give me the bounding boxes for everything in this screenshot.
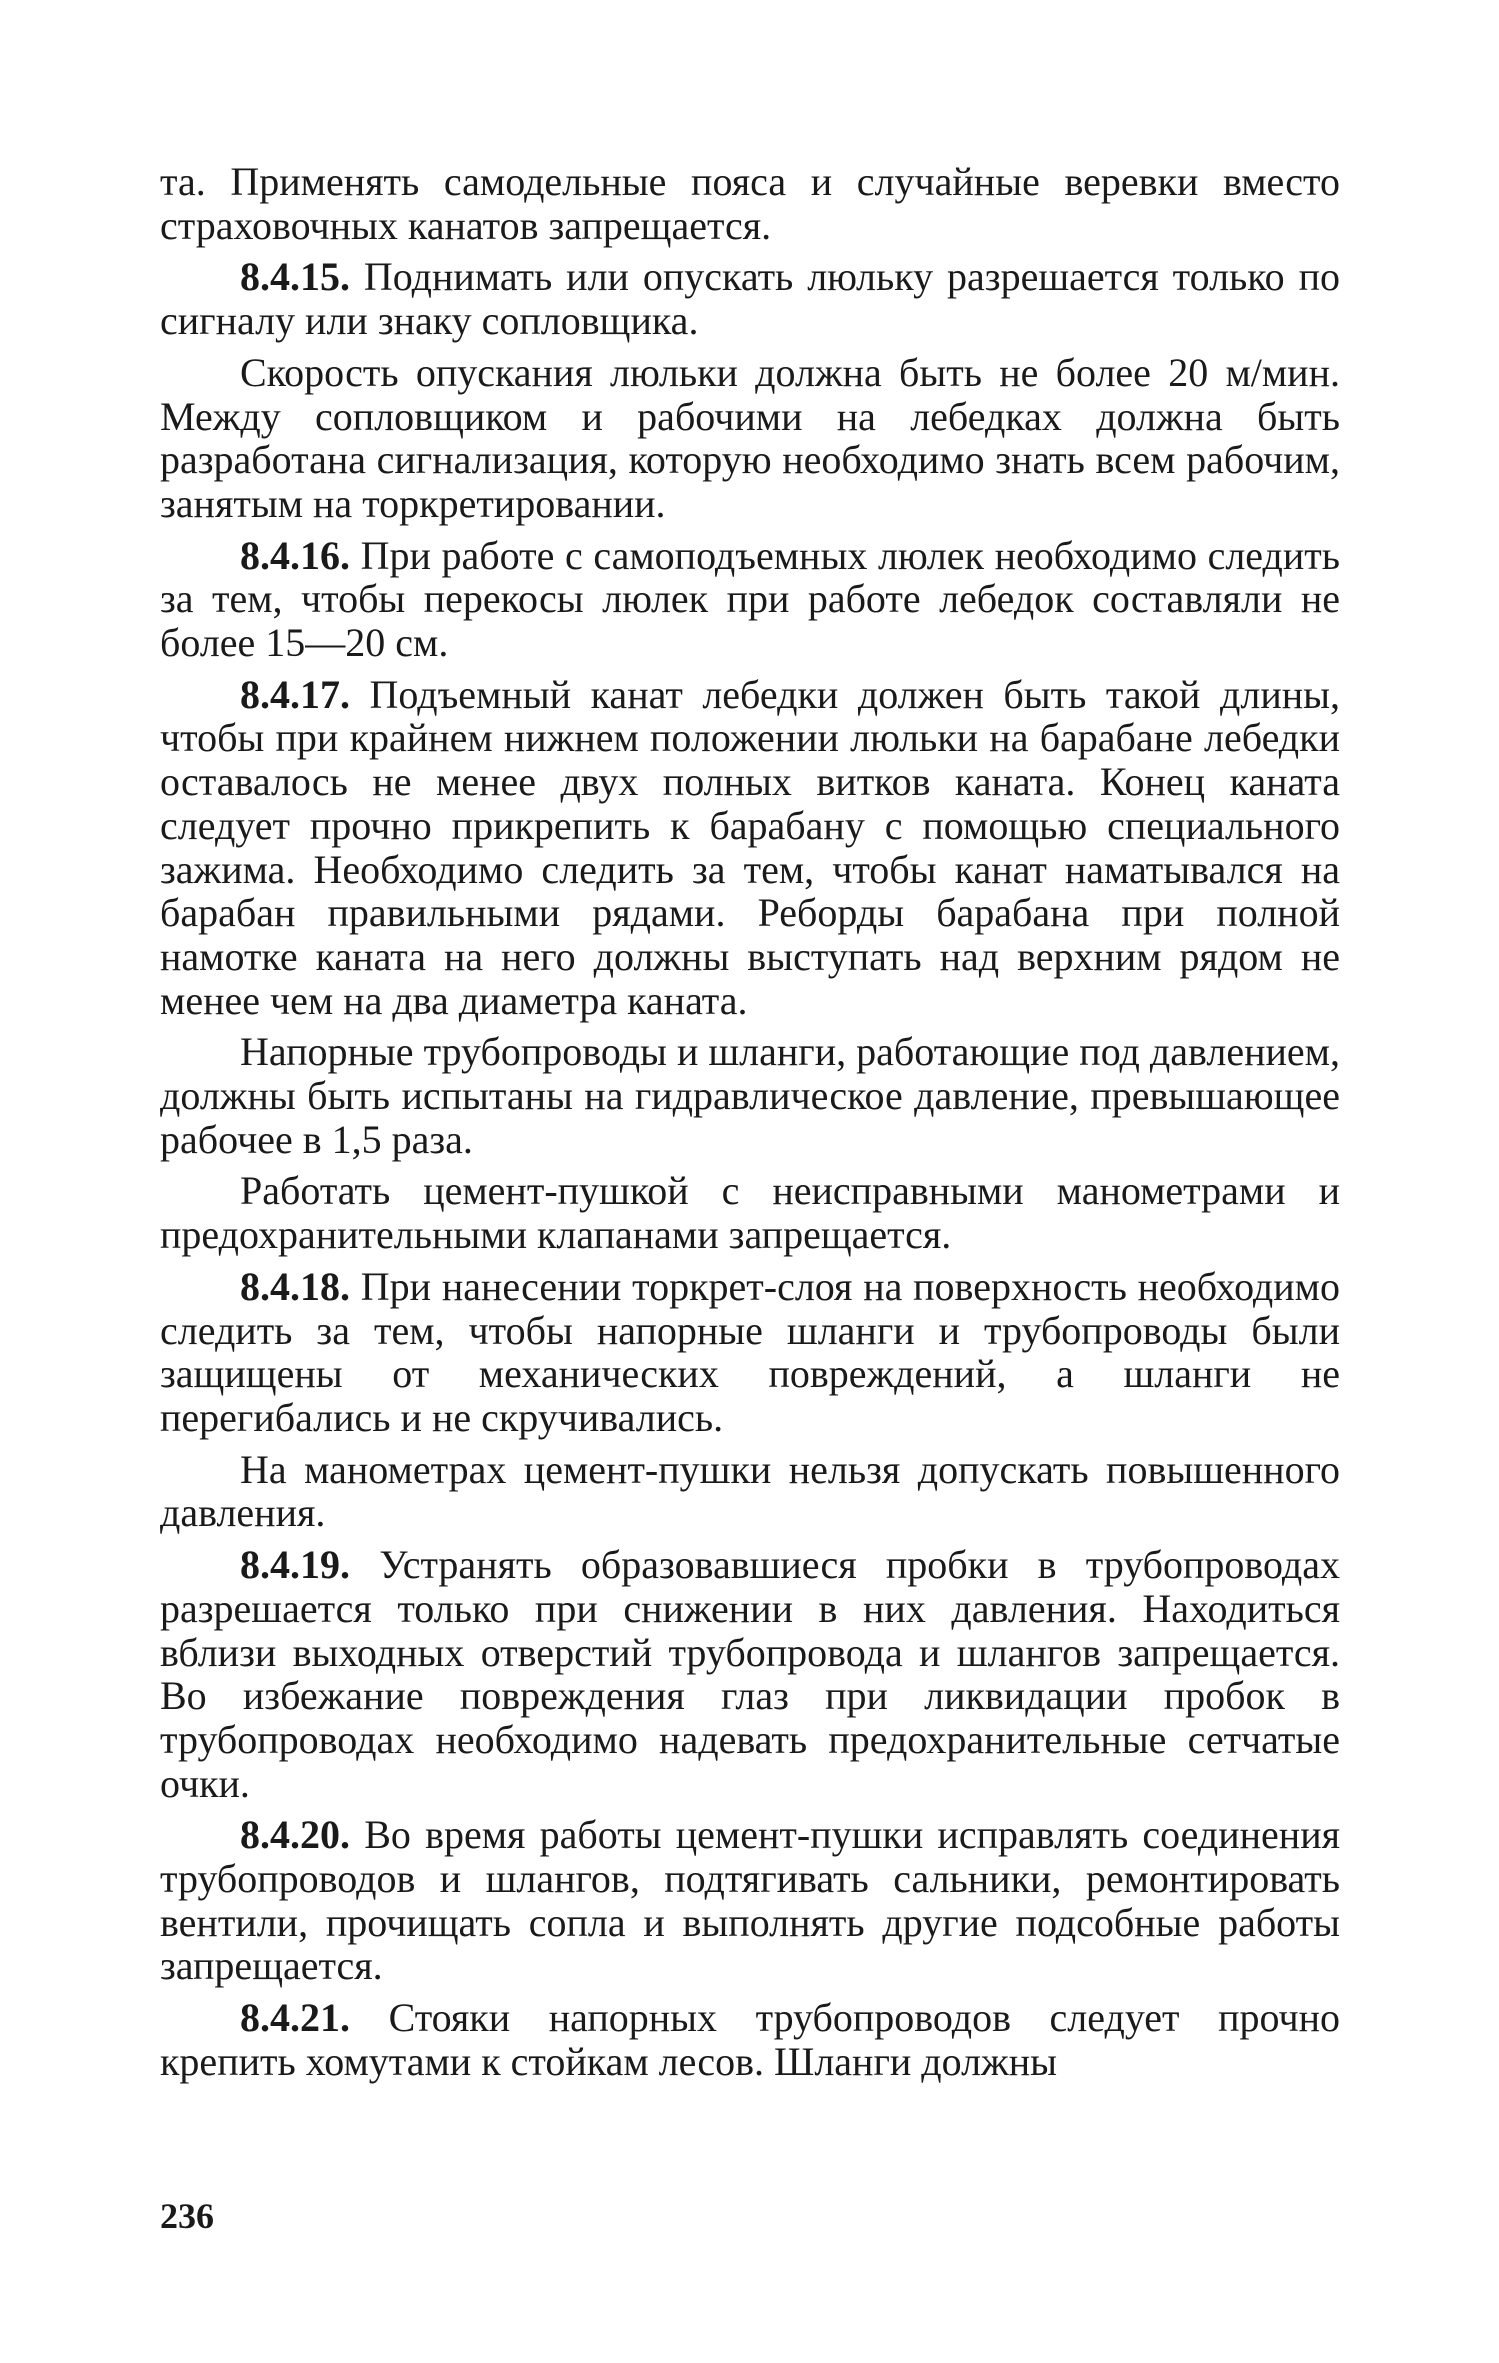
paragraph-text: На манометрах цемент-пушки нельзя допускать повышенного давления. xyxy=(160,1446,1340,1536)
paragraph-1 xyxy=(160,160,1340,247)
clause-number: 8.4.16. xyxy=(240,532,350,578)
paragraph-pipelines xyxy=(160,1030,1340,1161)
paragraph-text: Подъемный канат лебедки должен быть такой длины, чтобы при крайнем нижнем положении люльки на барабане лебедки оставалось не менее двух полных витков каната. Конец каната следует прочно прикрепить к барабану с помощью специального зажима. Необходимо следить за тем, чтобы канат наматывался на барабан правильными рядами. Реборды барабана при полной намотке каната на него должны выступать над верхним рядом не менее чем на два диаметра каната. xyxy=(160,671,1340,1023)
paragraph-manometers xyxy=(160,1448,1340,1535)
paragraph-8-4-15 xyxy=(160,255,1340,342)
paragraph-text: Скорость опускания люльки должна быть не более 20 м/мин. Между сопловщиком и рабочими на лебедках должна быть разработана сигнализация, которую необходимо знать всем рабочим, занятым на торкретировании. xyxy=(160,349,1340,526)
paragraph-text: Стояки напорных трубопроводов следует прочно крепить хомутами к стойкам лесов. Шланги должны xyxy=(160,1995,1340,2084)
paragraph-1-text: та. Применять самодельные пояса и случайные веревки вместо страховочных канатов запрещается. xyxy=(160,159,1340,248)
paragraph-8-4-21 xyxy=(160,1996,1340,2083)
paragraph-text: Во время работы цемент-пушки исправлять соединения трубопроводов и шлангов, подтягивать сальники, ремонтировать вентили, прочищать сопла и выполнять другие подсобные работы запрещается. xyxy=(160,1812,1340,1989)
clause-number: 8.4.18. xyxy=(240,1263,350,1309)
paragraph-text: При работе с самоподъемных люлек необходимо следить за тем, чтобы перекосы люлек при работе лебедок составляли не более 15—20 см. xyxy=(160,532,1340,666)
paragraph-8-4-18 xyxy=(160,1265,1340,1440)
clause-number: 8.4.19. xyxy=(240,1542,350,1588)
paragraph-text: При нанесении торкрет-слоя на поверхность необходимо следить за тем, чтобы напорные шланги и трубопроводы были защищены от механических повреждений, а шланги не перегибались и не скручивались. xyxy=(160,1263,1340,1440)
paragraph-8-4-19 xyxy=(160,1543,1340,1805)
page-body xyxy=(160,160,1340,2092)
paragraph-8-4-17 xyxy=(160,673,1340,1023)
clause-number: 8.4.20. xyxy=(240,1812,350,1858)
paragraph-speed xyxy=(160,351,1340,526)
paragraph-text: Устранять образовавшиеся пробки в трубопроводах разрешается только при снижении в них давления. Находиться вблизи выходных отверстий трубопровода и шлангов запрещается. Во избежание повреждения глаз при ликвидации пробок в трубопроводах необходимо надевать предохранительные сетчатые очки. xyxy=(160,1542,1340,1806)
paragraph-cement-gun xyxy=(160,1169,1340,1256)
paragraph-8-4-20 xyxy=(160,1813,1340,1988)
page-number: 236 xyxy=(160,2196,214,2236)
clause-number: 8.4.15. xyxy=(240,254,350,300)
paragraph-8-4-16 xyxy=(160,534,1340,665)
paragraph-text: Напорные трубопроводы и шланги, работающие под давлением, должны быть испытаны на гидравлическое давление, превышающее рабочее в 1,5 раза. xyxy=(160,1029,1340,1162)
paragraph-text: Поднимать или опускать люльку разрешается только по сигналу или знаку сопловщика. xyxy=(160,254,1340,344)
clause-number: 8.4.21. xyxy=(240,1995,350,2041)
paragraph-text: Работать цемент-пушкой с неисправными манометрами и предохранительными клапанами запрещается. xyxy=(160,1168,1340,1258)
clause-number: 8.4.17. xyxy=(240,671,350,717)
